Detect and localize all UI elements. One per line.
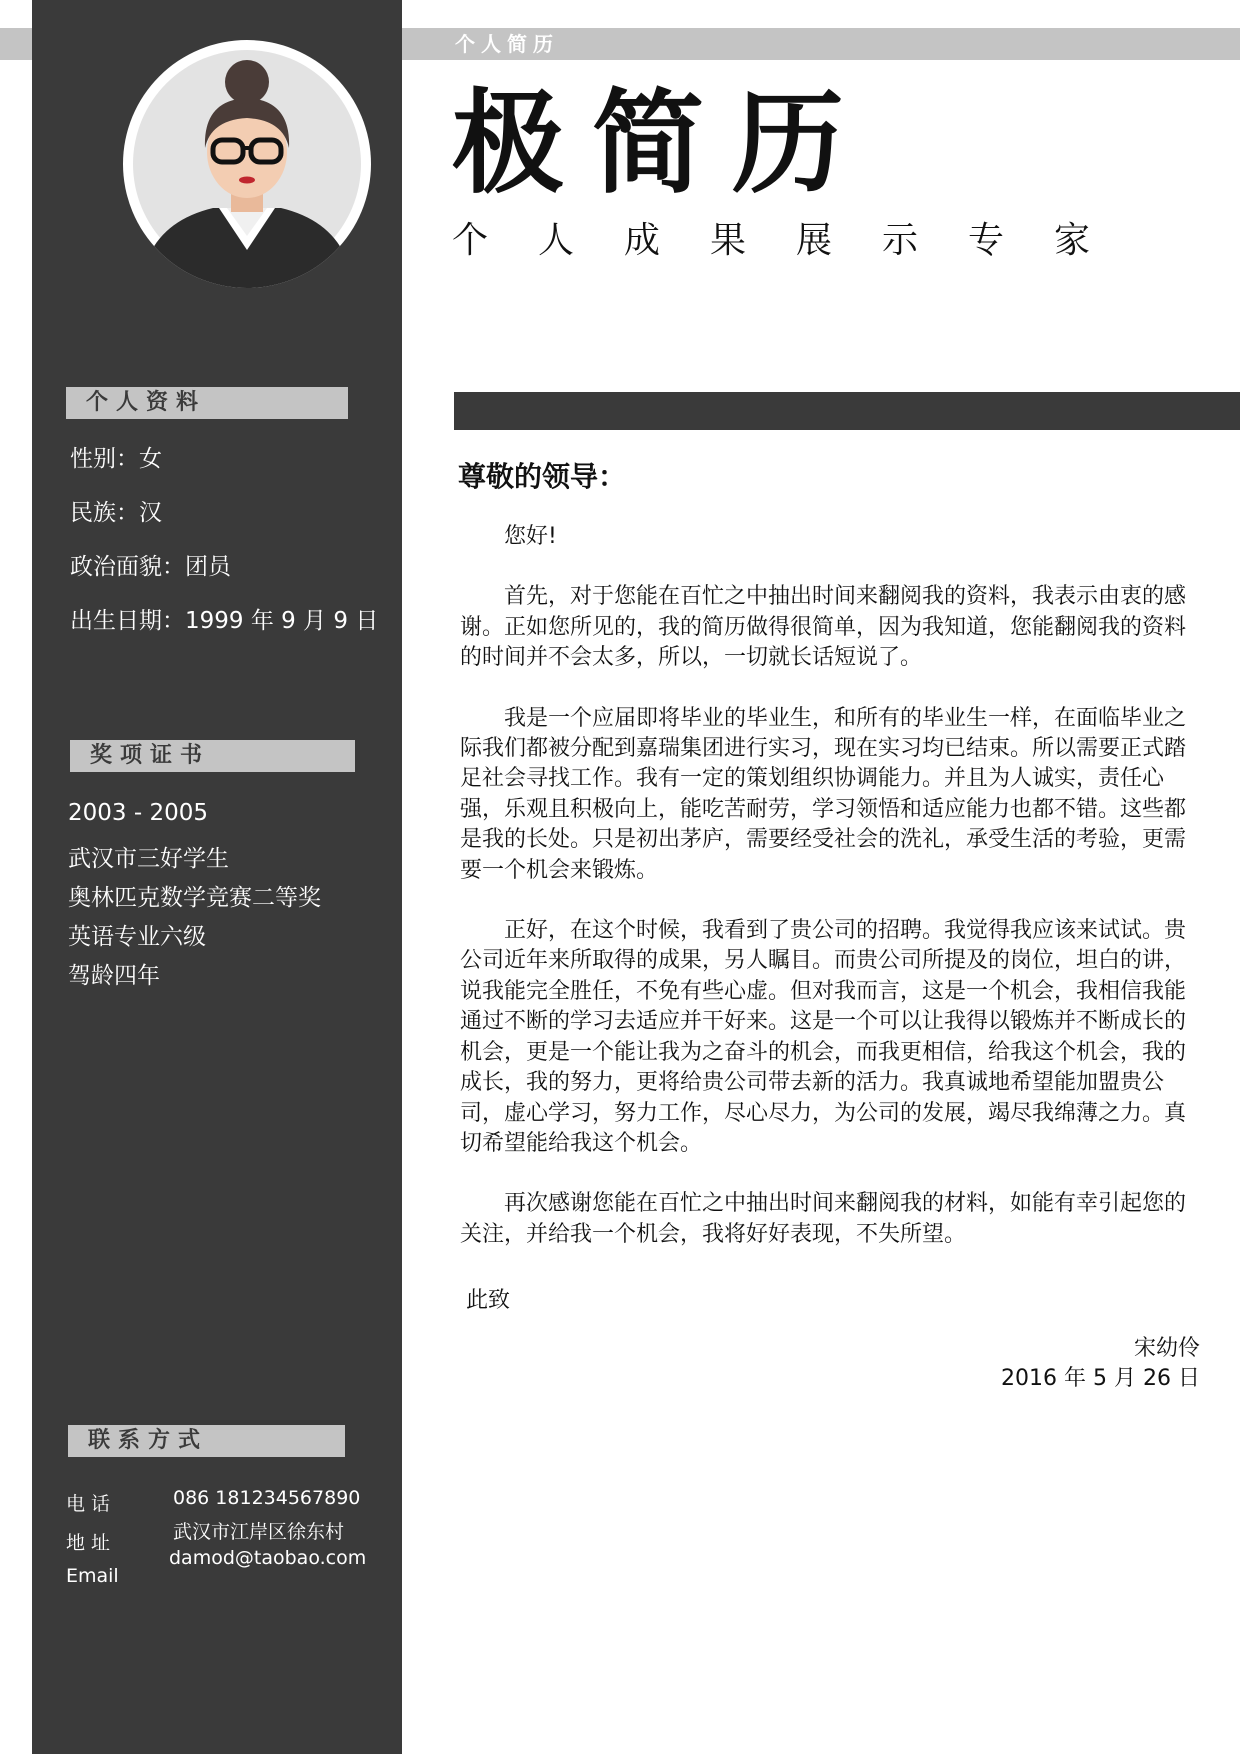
gender-text: 性别：女 <box>70 446 162 472</box>
letter-paragraph: 正好，在这个时候，我看到了贵公司的招聘。我觉得我应该来试试。贵公司近年来所取得的成果，另人瞩目。而贵公司所提及的岗位，坦白的讲，说我能完全胜任，不免有些心虚。但对我而言，这是一个机会，我相信我能通过不断的学习去适应并干好来。这是一个可以让我得以锻炼并不断成长的机会，更是一个能让我为之奋斗的机会，而我更相信，给我这个机会，我的成长，我的努力，更将给贵公司带去新的活力。我真诚地希望能加盟贵公司，虚心学习，努力工作，尽心尽力，为公司的发展，竭尽我绵薄之力。真切希望能给我这个机会。 <box>460 918 1187 1156</box>
award-item: 奥林匹克数学竞赛二等奖 <box>68 885 321 911</box>
awards-heading: 奖项证书 <box>70 740 355 772</box>
award-item: 2003 - 2005 <box>68 800 208 826</box>
ethnicity-text: 民族：汉 <box>70 500 162 526</box>
letter-paragraph: 再次感谢您能在百忙之中抽出时间来翻阅我的材料，如能有幸引起您的关注，并给我一个机会，我将好好表现，不失所望。 <box>460 1191 1187 1247</box>
signature-name: 宋幼伶 <box>1133 1336 1200 1361</box>
address-label: 地 址 <box>66 1532 111 1554</box>
header-divider-bar <box>454 392 1240 430</box>
band-label: 个人简历 <box>455 32 559 56</box>
letter-paragraph: 首先，对于您能在百忙之中抽出时间来翻阅我的资料，我表示由衷的感谢。正如您所见的，我的简历做得很简单，因为我知道，您能翻阅我的资料的时间并不会太多，所以，一切就长话短说了。 <box>460 584 1187 671</box>
address-value: 武汉市江岸区徐东村 <box>173 1521 345 1543</box>
award-item: 武汉市三好学生 <box>68 846 229 872</box>
award-item: 驾龄四年 <box>68 963 160 989</box>
signature-date: 2016 年 5 月 26 日 <box>1001 1366 1200 1391</box>
phone-label: 电 话 <box>66 1493 111 1515</box>
phone-value: 086 181234567890 <box>173 1487 361 1509</box>
letter-body <box>460 522 1196 1280</box>
page-subtitle: 个人成果展示专家 <box>452 220 1141 261</box>
avatar-illustration-icon <box>123 40 371 288</box>
page-title: 极简历 <box>452 79 872 209</box>
letter-greeting: 您好! <box>504 524 557 549</box>
email-label: Email <box>66 1565 119 1587</box>
award-item: 英语专业六级 <box>68 924 206 950</box>
email-value: damod@taobao.com <box>169 1547 367 1569</box>
personal-info-heading: 个人资料 <box>66 387 348 419</box>
contact-heading: 联系方式 <box>68 1425 345 1457</box>
letter-signature <box>1001 1334 1200 1394</box>
birthdate-text: 出生日期：1999 年 9 月 9 日 <box>70 608 379 634</box>
letter-closing: 此致 <box>466 1288 511 1313</box>
letter-salutation: 尊敬的领导： <box>458 460 627 493</box>
avatar <box>123 40 371 288</box>
political-status-text: 政治面貌：团员 <box>70 554 231 580</box>
letter-paragraph: 我是一个应届即将毕业的毕业生，和所有的毕业生一样，在面临毕业之际我们都被分配到嘉瑞集团进行实习，现在实习均已结束。所以需要正式踏足社会寻找工作。我有一定的策划组织协调能力。并且为人诚实，责任心强，乐观且积极向上，能吃苦耐劳，学习领悟和适应能力也都不错。这些都是我的长处。只是初出茅庐，需要经受社会的洗礼，承受生活的考验，更需要一个机会来锻炼。 <box>460 705 1187 883</box>
